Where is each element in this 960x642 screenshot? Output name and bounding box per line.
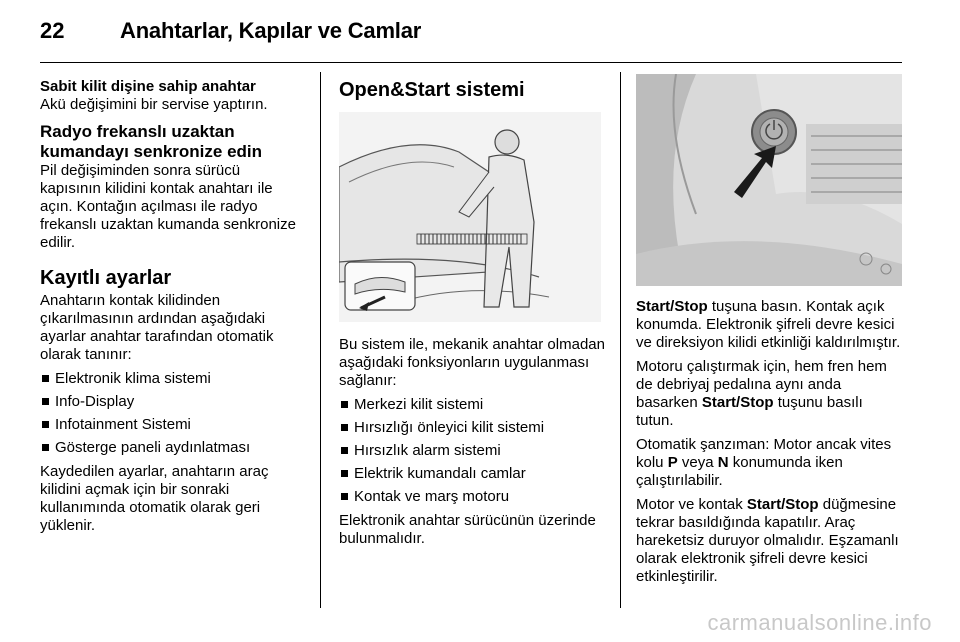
right-paragraph-1: Start/Stop tuşuna basın. Kontak açık konumda. Elektronik şifreli devre kesici ve direksiyon kilidi etkinliği kaldırılmıştır.: [636, 298, 901, 351]
start-stop-button-illustration: [636, 74, 902, 286]
right-column: [636, 74, 904, 592]
section-text-sync: Pil değişiminden sonra sürücü kapısının kilidini kontak anahtarı ile açın. Kontağın açılması ile radyo frekanslı uzaktan kumanda senkronize edilir.: [40, 162, 296, 251]
right-paragraph-4: Motor ve kontak Start/Stop düğmesine tekrar basıldığında kapatılır. Araç hareketsiz duruyor olmalıdır. Eşzamanlı olarak elektronik şifreli devre kesici etkinleştirilir.: [636, 496, 899, 585]
section-text-fixed-key: Akü değişimini bir servise yaptırın.: [40, 96, 268, 113]
bullet-icon: [341, 424, 348, 431]
open-start-illustration: [339, 112, 601, 322]
column-divider: [320, 72, 321, 608]
header-divider: [40, 62, 902, 63]
list-item: Info-Display: [40, 393, 300, 411]
section-text-saved-settings-2: Kaydedilen ayarlar, anahtarın araç kilidini açmak için bir sonraki kullanımında otomatik olarak geri yüklenir.: [40, 463, 269, 534]
start-stop-label: Start/Stop: [746, 496, 819, 513]
list-item: Merkezi kilit sistemi: [339, 396, 605, 414]
bullet-icon: [341, 401, 348, 408]
list-item: Kontak ve marş motoru: [339, 488, 605, 506]
list-item: Infotainment Sistemi: [40, 416, 300, 434]
section-text-open-start-2: Elektronik anahtar sürücünün üzerinde bulunmalıdır.: [339, 512, 596, 547]
bullet-icon: [42, 421, 49, 428]
section-title-open-start: Open&Start sistemi: [339, 79, 525, 101]
right-paragraph-3: Otomatik şanzıman: Motor ancak vites kolu P veya N konumunda iken çalıştırılabilir.: [636, 436, 892, 489]
open-start-functions-list: [339, 396, 605, 506]
saved-settings-list: [40, 370, 300, 457]
column-divider: [620, 72, 621, 608]
watermark: carmanualsonline.info: [707, 610, 932, 635]
bullet-icon: [42, 398, 49, 405]
section-title-saved-settings: Kayıtlı ayarlar: [40, 267, 172, 289]
list-item: Hırsızlığı önleyici kilit sistemi: [339, 419, 605, 437]
start-stop-label: Start/Stop: [701, 394, 774, 411]
middle-column: [339, 78, 605, 554]
page-title: Anahtarlar, Kapılar ve Camlar: [120, 18, 422, 43]
left-column: [40, 78, 300, 541]
section-title-fixed-key: Sabit kilit dişine sahip anahtar: [40, 78, 256, 95]
right-paragraph-2: Motoru çalıştırmak için, hem fren hem de debriyaj pedalına aynı anda basarken Start/Stop tuşunu basılı tutun.: [636, 358, 887, 429]
section-text-open-start: Bu sistem ile, mekanik anahtar olmadan aşağıdaki fonksiyonların uygulanması sağlanır:: [339, 336, 605, 389]
page-header: [40, 14, 902, 54]
bullet-icon: [42, 375, 49, 382]
start-stop-label: Start/Stop: [636, 298, 708, 315]
page-number: 22: [40, 18, 65, 43]
section-text-saved-settings: Anahtarın kontak kilidinden çıkarılmasının ardından aşağıdaki ayarlar anahtar tarafından otomatik olarak tanınır:: [40, 292, 274, 363]
list-item: Elektronik klima sistemi: [40, 370, 300, 388]
bullet-icon: [341, 493, 348, 500]
bullet-icon: [341, 447, 348, 454]
list-item: Hırsızlık alarm sistemi: [339, 442, 605, 460]
section-title-sync: Radyo frekanslı uzaktan kumandayı senkronize edin: [40, 122, 263, 161]
list-item: Gösterge paneli aydınlatması: [40, 439, 300, 457]
bullet-icon: [341, 470, 348, 477]
bullet-icon: [42, 444, 49, 451]
list-item: Elektrik kumandalı camlar: [339, 465, 605, 483]
